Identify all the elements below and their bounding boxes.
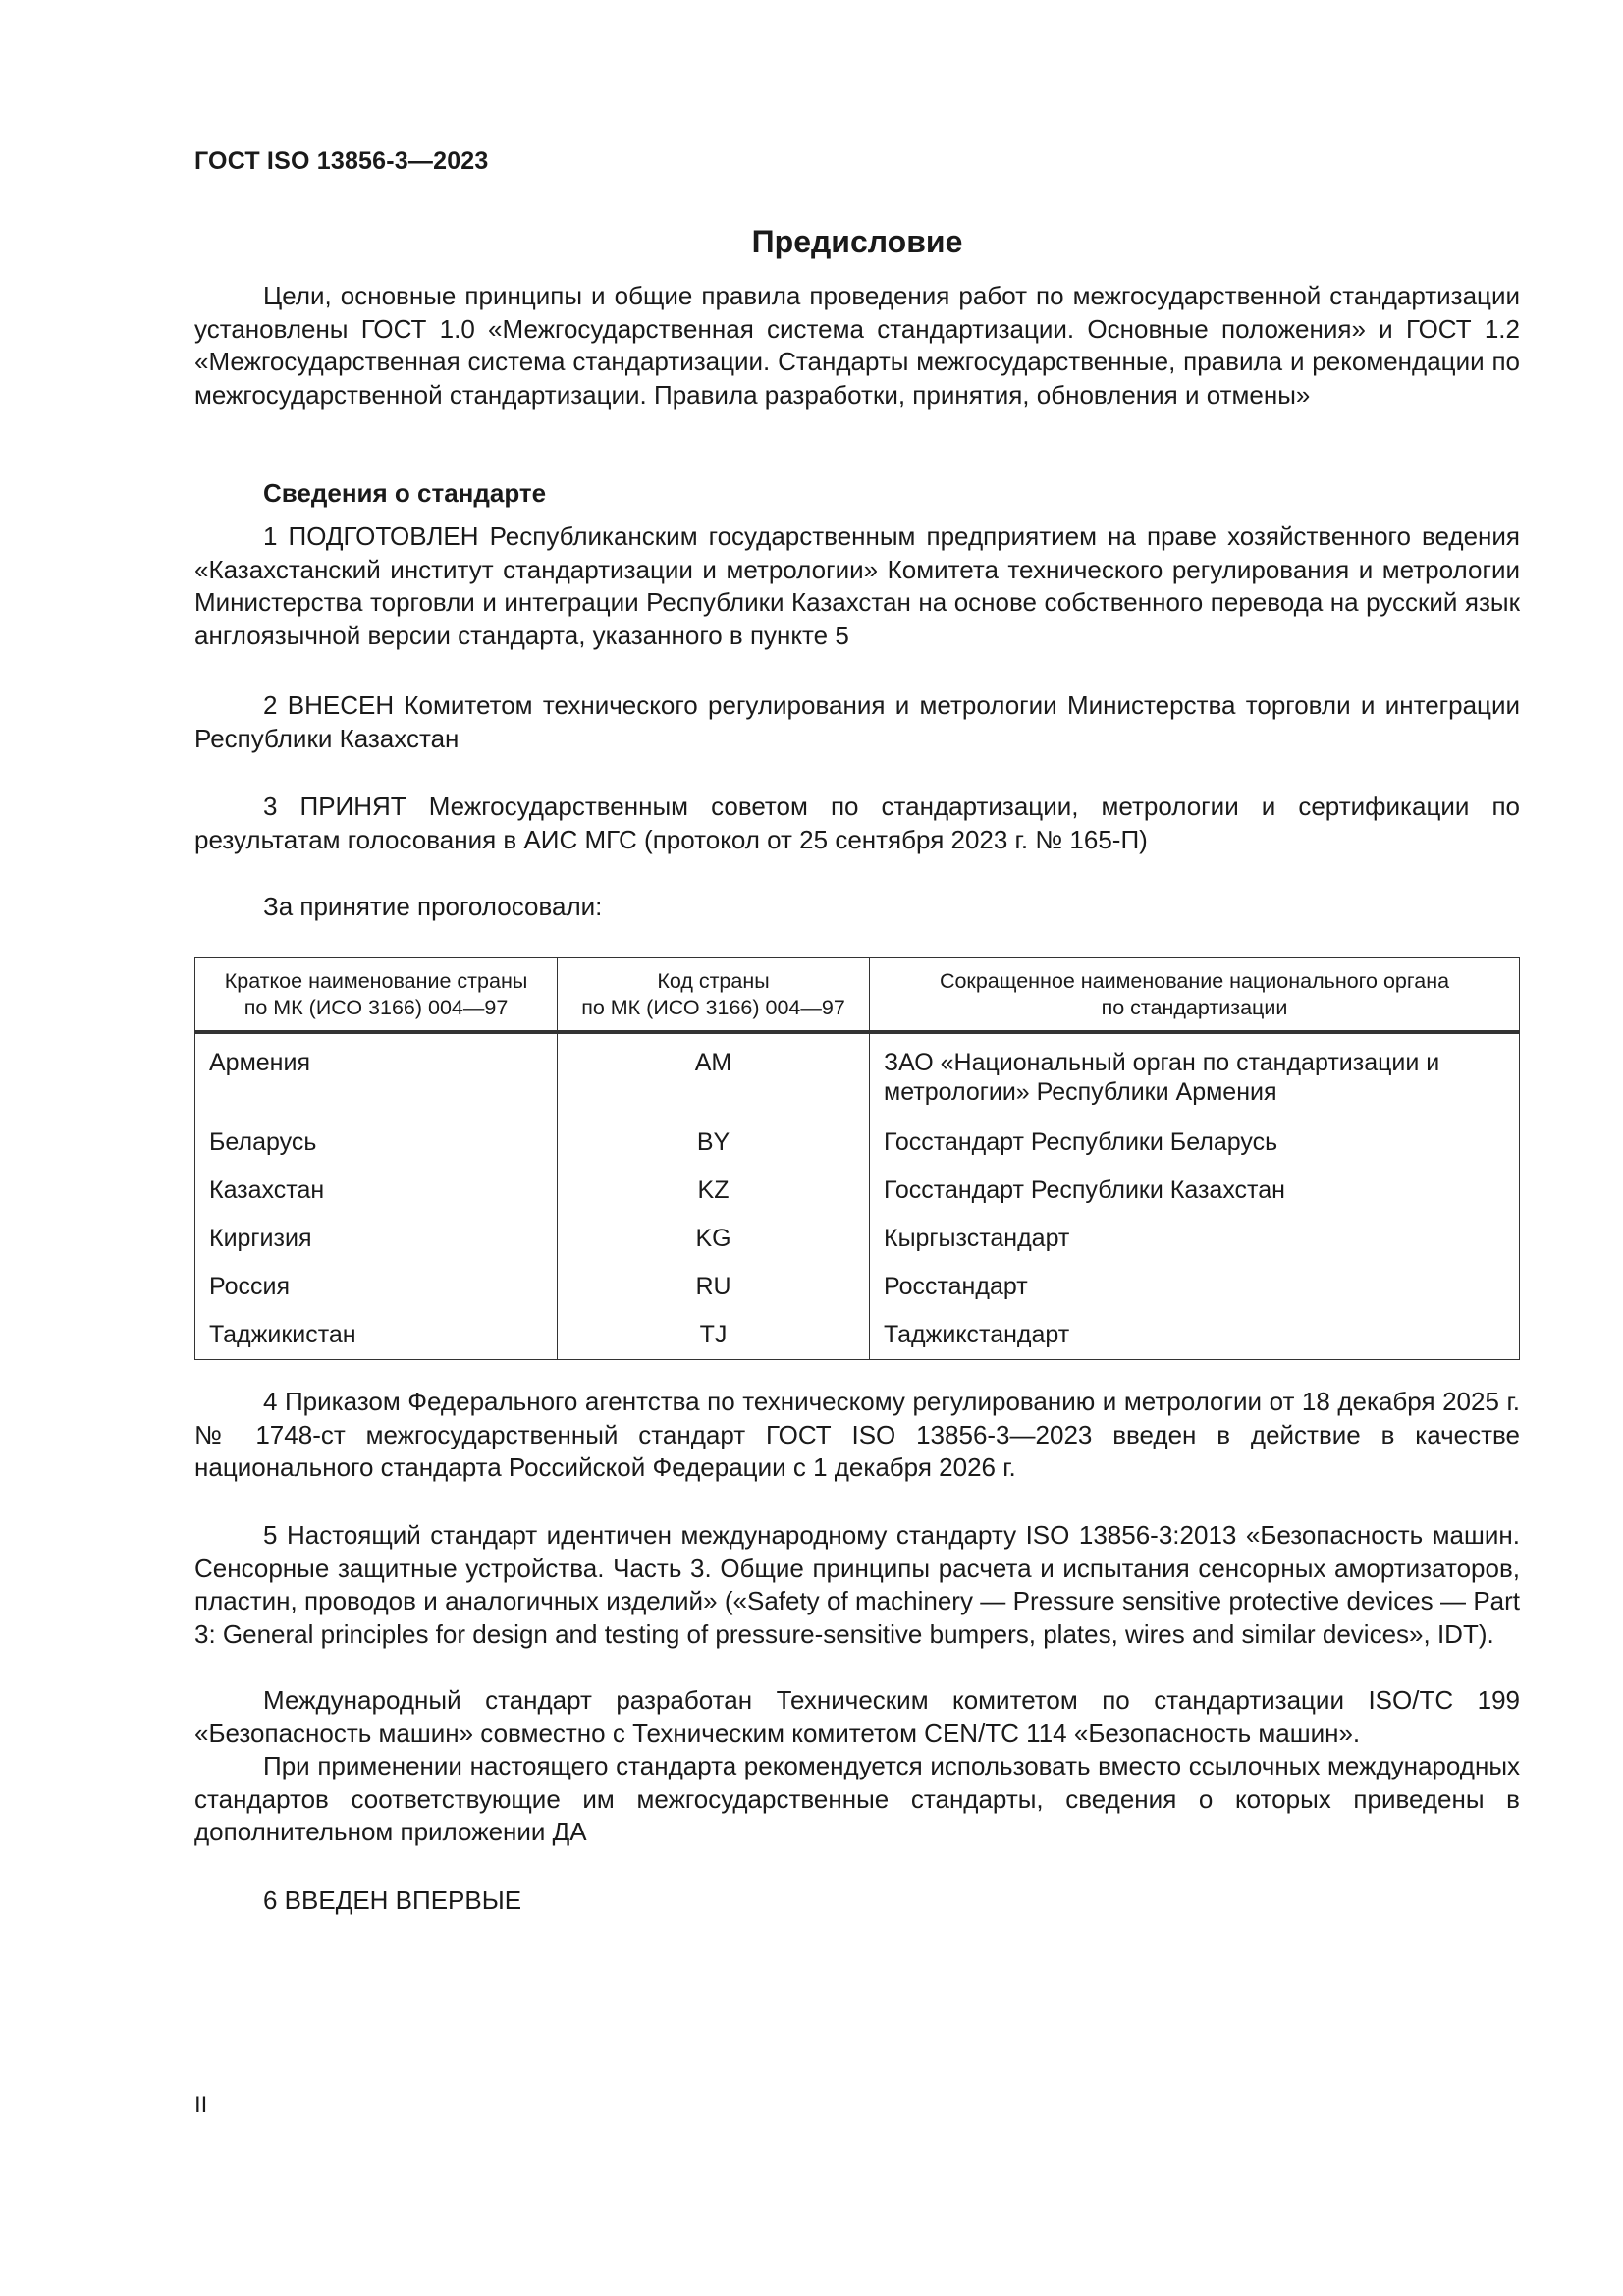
- item-5-committee-paragraph: Международный стандарт разработан Техническим комитетом по стандартизации ISO/TC 199 «Безопасность машин» совместно с Техническим комитетом CEN/TC 114 «Безопасность машин».: [194, 1685, 1520, 1748]
- header-country-name: [195, 958, 558, 1033]
- cell-code: AM: [558, 1032, 870, 1119]
- cell-national-body: Росстандарт: [870, 1263, 1520, 1311]
- running-header: ГОСТ ISO 13856-3—2023: [194, 147, 489, 175]
- header-national-body-line1: Сокращенное наименование национального органа: [939, 969, 1450, 993]
- table-header-row: [195, 958, 1520, 1033]
- item-1-paragraph: 1 ПОДГОТОВЛЕН Республиканским государственным предприятием на праве хозяйственного ведения «Казахстанский институт стандартизации и метрологии» Комитета технического регулирования и метрологии Министерства торговли и интеграции Республики Казахстан на основе собственного перевода на русский язык англоязычной версии стандарта, указанного в пункте 5: [194, 521, 1520, 650]
- cell-code: BY: [558, 1119, 870, 1167]
- cell-national-body: Кыргызстандарт: [870, 1215, 1520, 1263]
- cell-national-body: Таджикстандарт: [870, 1311, 1520, 1360]
- cell-country: Киргизия: [195, 1215, 558, 1263]
- item-6-paragraph: 6 ВВЕДЕН ВПЕРВЫЕ: [263, 1886, 522, 1915]
- page-title: Предисловие: [751, 224, 963, 259]
- item-2-paragraph: 2 ВНЕСЕН Комитетом технического регулирования и метрологии Министерства торговли и интеграции Республики Казахстан: [194, 690, 1520, 753]
- header-national-body: [870, 958, 1520, 1033]
- header-national-body-line2: по стандартизации: [1101, 996, 1288, 1019]
- table-row: [195, 1215, 1520, 1263]
- table-row: [195, 1032, 1520, 1119]
- item-5-paragraph: 5 Настоящий стандарт идентичен международному стандарту ISO 13856-3:2013 «Безопасность машин. Сенсорные защитные устройства. Часть 3. Общие принципы расчета и испытания сенсорных амортизаторов, пластин, проводов и аналогичных изделий» («Safety of machinery — Pressure sensitive protective devices — Part 3: General principles for design and testing of pressure-sensitive bumpers, plates, wires and similar devices», IDT).: [194, 1520, 1520, 1649]
- item-4-paragraph: 4 Приказом Федерального агентства по техническому регулированию и метрологии от 18 декабря 2025 г. № 1748-ст межгосударственный стандарт ГОСТ ISO 13856-3—2023 введен в действие в качестве национального стандарта Российской Федерации с 1 декабря 2026 г.: [194, 1387, 1520, 1482]
- info-heading: Сведения о стандарте: [263, 478, 547, 508]
- cell-code: TJ: [558, 1311, 870, 1360]
- header-country-name-line2: по МК (ИСО 3166) 004—97: [243, 996, 509, 1019]
- table-row: [195, 1263, 1520, 1311]
- cell-national-body: ЗАО «Национальный орган по стандартизации и метрологии» Республики Армения: [870, 1032, 1520, 1119]
- header-country-name-line1: Краткое наименование страны: [224, 969, 528, 993]
- voting-table: [194, 957, 1520, 1360]
- cell-country: Казахстан: [195, 1167, 558, 1215]
- cell-code: RU: [558, 1263, 870, 1311]
- cell-code: KZ: [558, 1167, 870, 1215]
- page-number: II: [194, 2092, 208, 2118]
- cell-country: Армения: [195, 1032, 558, 1119]
- item-5-references-paragraph: При применении настоящего стандарта рекомендуется использовать вместо ссылочных международных стандартов соответствующие им межгосударственные стандарты, сведения о которых приведены в дополнительном приложении ДА: [194, 1751, 1520, 1846]
- header-country-code-line1: Код страны: [657, 969, 770, 993]
- cell-national-body: Госстандарт Республики Казахстан: [870, 1167, 1520, 1215]
- header-country-code: [558, 958, 870, 1033]
- cell-code: KG: [558, 1215, 870, 1263]
- cell-country: Россия: [195, 1263, 558, 1311]
- cell-country: Таджикистан: [195, 1311, 558, 1360]
- table-row: [195, 1119, 1520, 1167]
- header-country-code-line2: по МК (ИСО 3166) 004—97: [581, 996, 845, 1019]
- intro-paragraph: Цели, основные принципы и общие правила проведения работ по межгосударственной стандартизации установлены ГОСТ 1.0 «Межгосударственная система стандартизации. Основные положения» и ГОСТ 1.2 «Межгосударственная система стандартизации. Стандарты межгосударственные, правила и рекомендации по межгосударственной стандартизации. Правила разработки, принятия, обновления и отмены»: [194, 281, 1520, 410]
- table-row: [195, 1167, 1520, 1215]
- voted-label: За принятие проголосовали:: [263, 892, 603, 921]
- table-row: [195, 1311, 1520, 1360]
- cell-national-body: Госстандарт Республики Беларусь: [870, 1119, 1520, 1167]
- cell-country: Беларусь: [195, 1119, 558, 1167]
- item-3-paragraph: 3 ПРИНЯТ Межгосударственным советом по стандартизации, метрологии и сертификации по результатам голосования в АИС МГС (протокол от 25 сентября 2023 г. № 165-П): [194, 792, 1520, 854]
